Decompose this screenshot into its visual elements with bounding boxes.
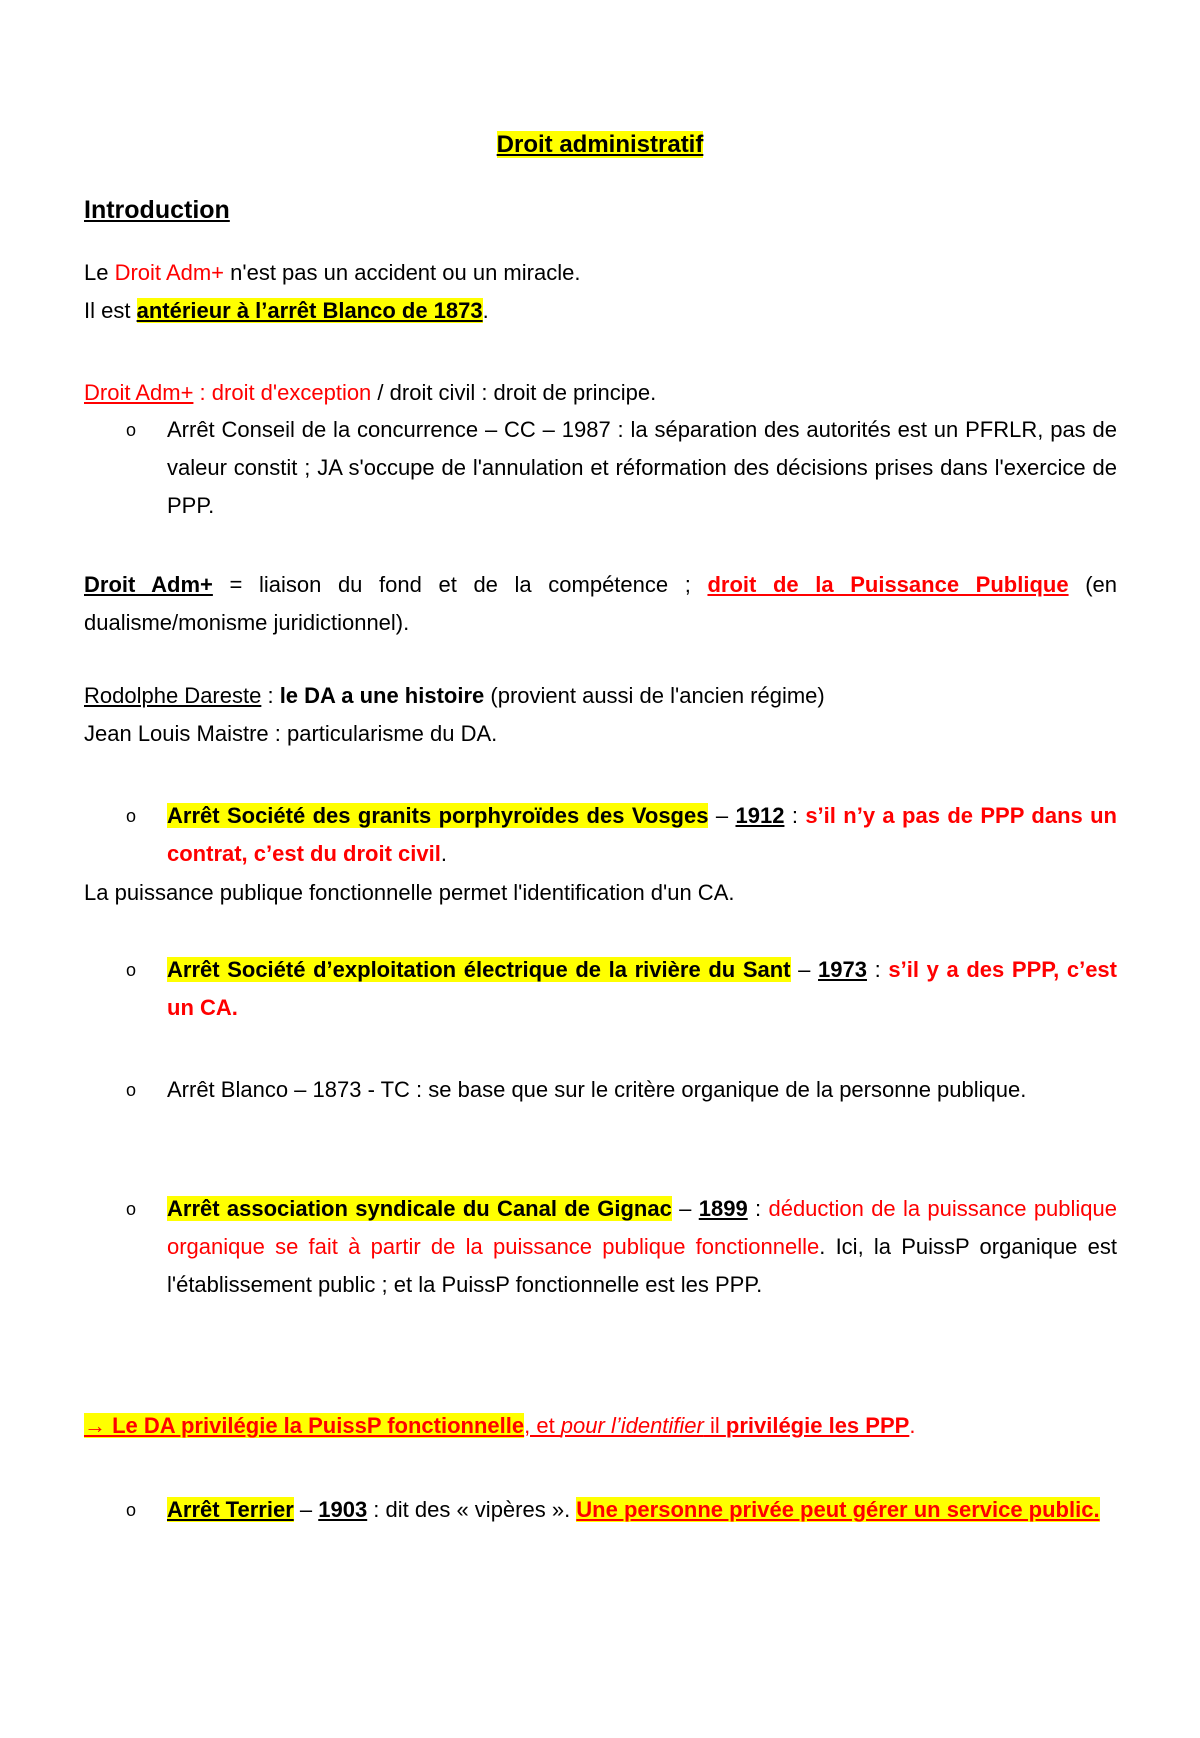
bullet-marker: o (126, 1500, 137, 1520)
blanco-paragraph: Arrêt Blanco – 1873 - TC : se base que sur le critère organique de la personne publique. (167, 1077, 1027, 1102)
bullet-marker: o (126, 1080, 137, 1100)
author-dareste: Rodolphe Dareste : le DA a une histoire (provient aussi de l'ancien régime) (84, 683, 825, 708)
terrier-paragraph: Arrêt Terrier – 1903 : dit des « vipères ». Une personne privée peut gérer un service public. (167, 1497, 1100, 1522)
sant-paragraph: Arrêt Société d’exploitation électrique de la rivière du Sant – 1973 : s’il y a des PPP, c’est un CA. (167, 957, 1117, 1020)
granits-paragraph: Arrêt Société des granits porphyroïdes des Vosges – 1912 : s’il n’y a pas de PPP dans un contrat, c’est du droit civil. (167, 803, 1117, 866)
bullet-marker: o (126, 806, 137, 826)
bullet-marker: o (126, 1199, 137, 1219)
author-maistre: Jean Louis Maistre : particularisme du DA. (84, 721, 498, 746)
bullet-marker: o (126, 960, 137, 980)
cc-paragraph: Arrêt Conseil de la concurrence – CC – 1987 : la séparation des autorités est un PFRLR, pas de valeur constit ; JA s'occupe de l'annulation et réformation des décisions prises dans l'exercice de PPP. (167, 417, 1117, 518)
definition-2: Droit Adm+ = liaison du fond et de la compétence ; droit de la Puissance Publique (en dualisme/monisme juridictionnel). (84, 572, 1117, 635)
intro-line-2: Il est antérieur à l’arrêt Blanco de 1873. (84, 298, 489, 323)
puissance-line: La puissance publique fonctionnelle permet l'identification d'un CA. (84, 880, 735, 905)
arrow-conclusion: → Le DA privilégie la PuissP fonctionnelle, et pour l’identifier il privilégie les PPP. (84, 1413, 916, 1438)
definition-1: Droit Adm+ : droit d'exception / droit civil : droit de principe. (84, 380, 657, 405)
gignac-paragraph: Arrêt association syndicale du Canal de Gignac – 1899 : déduction de la puissance publique organique se fait à partir de la puissance publique fonctionnelle. Ici, la PuissP organique est l'établissement public ; et la PuissP fonctionnelle est les PPP. (167, 1196, 1118, 1297)
document-title: Droit administratif (496, 131, 704, 158)
bullet-marker: o (126, 420, 137, 440)
section-heading: Introduction (84, 196, 230, 224)
intro-line-1: Le Droit Adm+ n'est pas un accident ou un miracle. (84, 260, 581, 285)
